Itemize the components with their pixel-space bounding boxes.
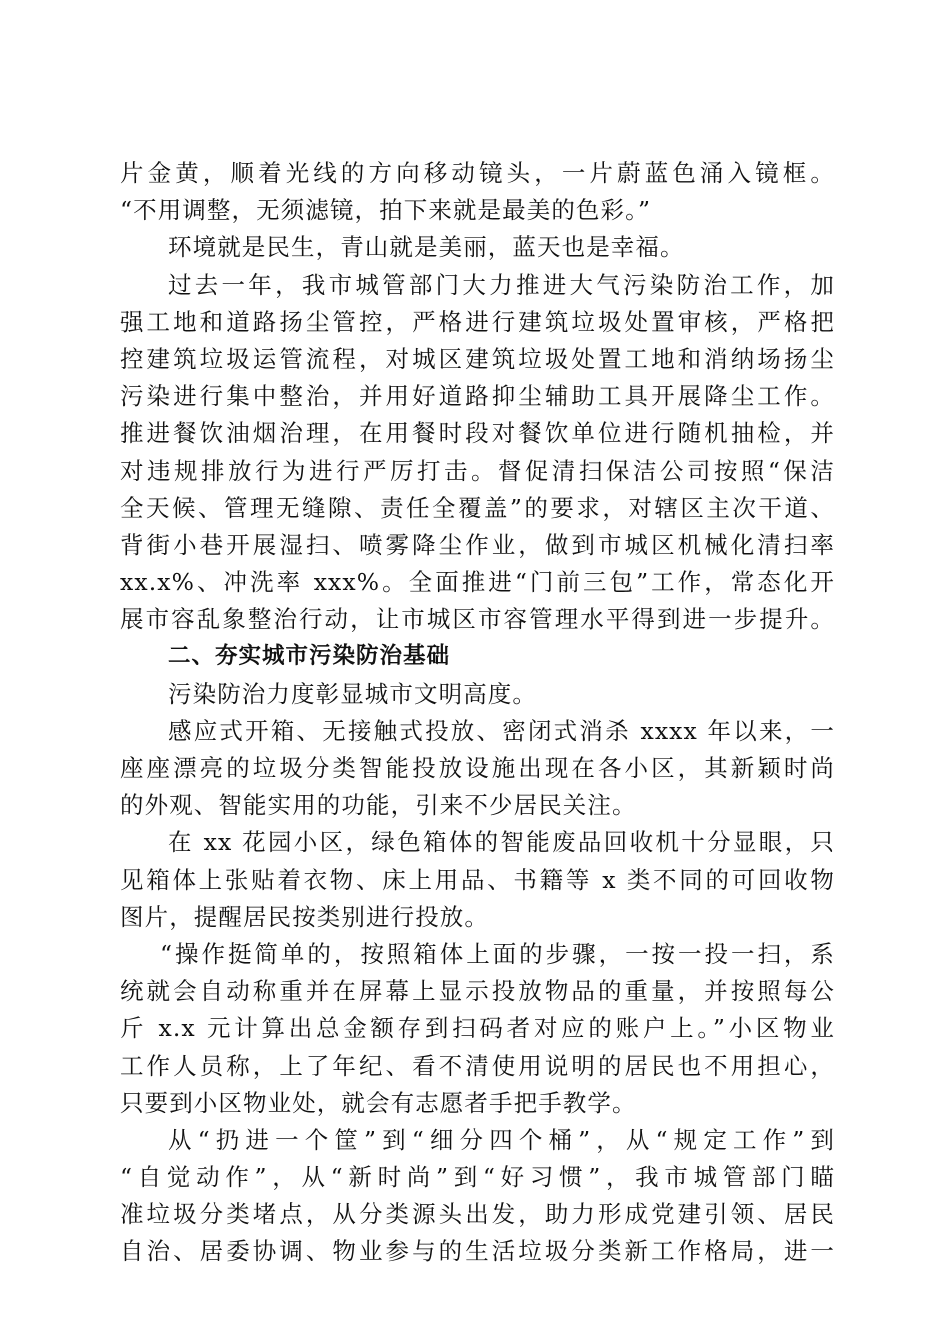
- text-line: 对违规排放行为进行严厉打击。督促清扫保洁公司按照“保洁: [120, 456, 835, 485]
- paragraph-start: 过去一年，我市城管部门大力推进大气污染防治工作，加: [168, 270, 835, 299]
- text-line: 背街小巷开展湿扫、喷雾降尘作业，做到市城区机械化清扫率: [120, 530, 835, 559]
- text-line: 片金黄，顺着光线的方向移动镜头，一片蔚蓝色涌入镜框。: [120, 159, 835, 187]
- text-line: “自觉动作”，从“新时尚”到“好习惯”，我市城管部门瞄: [120, 1163, 835, 1192]
- text-line: 的外观、智能实用的功能，引来不少居民关注。: [120, 791, 637, 820]
- text-line: 准垃圾分类堵点，从分类源头出发，助力形成党建引领、居民: [120, 1200, 835, 1229]
- text-line: xx.x%、冲洗率 xxx%。全面推进“门前三包”工作，常态化开: [120, 568, 835, 597]
- paragraph-start: 污染防治力度彰显城市文明高度。: [168, 679, 537, 708]
- document-body: [120, 155, 835, 1271]
- text-line: 污染进行集中整治，并用好道路抑尘辅助工具开展降尘工作。: [120, 382, 835, 411]
- text-line: 见箱体上张贴着衣物、床上用品、书籍等 x 类不同的可回收物: [120, 865, 835, 894]
- text-line: 展市容乱象整治行动，让市城区市容管理水平得到进一步提升。: [120, 605, 835, 634]
- text-line: 推进餐饮油烟治理，在用餐时段对餐饮单位进行随机抽检，并: [120, 419, 835, 448]
- text-line: 统就会自动称重并在屏幕上显示投放物品的重量，并按照每公: [120, 977, 835, 1006]
- text-line: 控建筑垃圾运管流程，对城区建筑垃圾处置工地和消纳场扬尘: [120, 344, 835, 373]
- text-line: 图片，提醒居民按类别进行投放。: [120, 902, 489, 931]
- section-heading: 二、夯实城市污染防治基础: [168, 643, 451, 670]
- paragraph-start: “操作挺简单的，按照箱体上面的步骤，一按一投一扫，系: [160, 939, 835, 968]
- paragraph-start: 在 xx 花园小区，绿色箱体的智能废品回收机十分显眼，只: [168, 828, 835, 857]
- text-line: 只要到小区物业处，就会有志愿者手把手教学。: [120, 1088, 637, 1117]
- paragraph-start: 环境就是民生，青山就是美丽，蓝天也是幸福。: [168, 233, 685, 262]
- paragraph-start: 感应式开箱、无接触式投放、密闭式消杀 xxxx 年以来，一: [168, 716, 835, 745]
- text-line: 强工地和道路扬尘管控，严格进行建筑垃圾处置审核，严格把: [120, 307, 835, 336]
- text-line: 工作人员称，上了年纪、看不清使用说明的居民也不用担心，: [120, 1051, 835, 1080]
- text-line: 自治、居委协调、物业参与的生活垃圾分类新工作格局，进一: [120, 1237, 835, 1266]
- text-line: 座座漂亮的垃圾分类智能投放设施出现在各小区，其新颖时尚: [120, 754, 835, 782]
- paragraph-start: 从“扔进一个筐”到“细分四个桶”，从“规定工作”到: [168, 1125, 835, 1154]
- text-line: 斤 x.x 元计算出总金额存到扫码者对应的账户上。”小区物业: [120, 1014, 835, 1043]
- text-line: “不用调整，无须滤镜，拍下来就是最美的色彩。”: [120, 196, 652, 225]
- text-line: 全天候、管理无缝隙、责任全覆盖”的要求，对辖区主次干道、: [120, 493, 835, 522]
